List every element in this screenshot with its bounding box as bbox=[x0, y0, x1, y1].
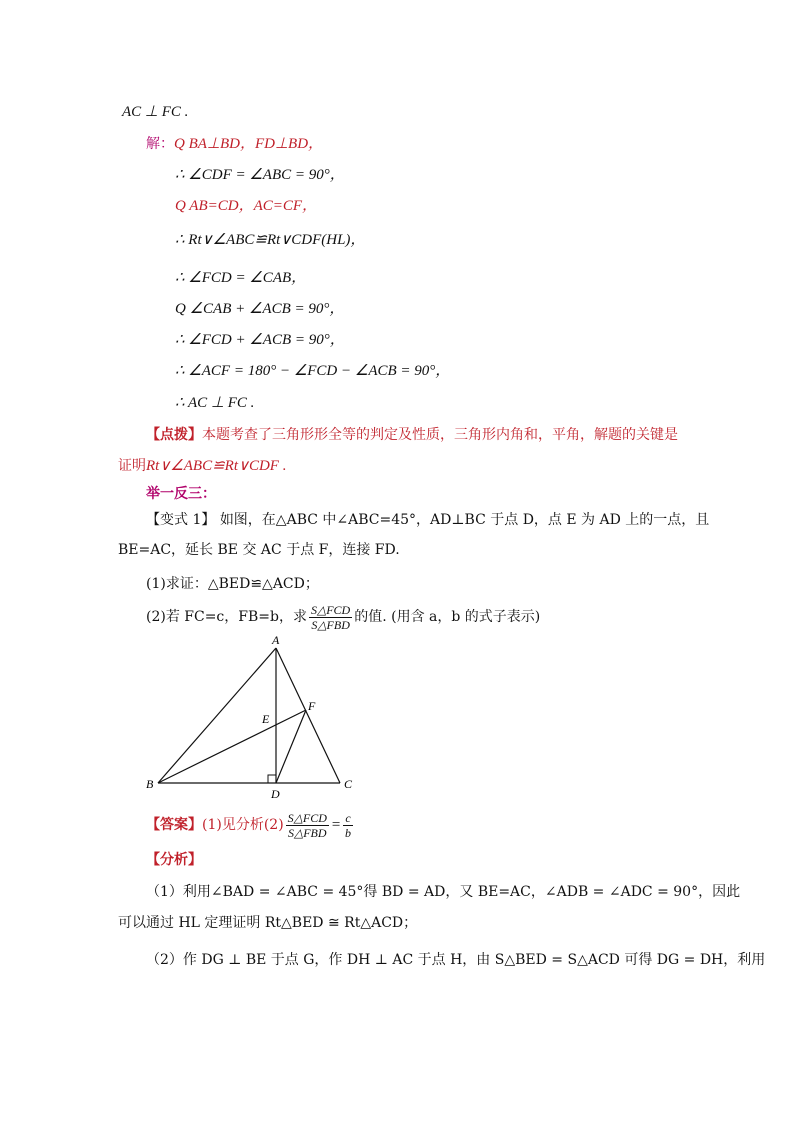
label-D: D bbox=[271, 787, 280, 801]
dianbo-expr: Rt∨∠ABC≌Rt∨CDF . bbox=[146, 458, 287, 474]
solution-line-7: Q ∠CAB + ∠ACB = 90°， bbox=[175, 301, 345, 317]
answer-frac-num: S△FCD bbox=[287, 810, 327, 825]
solution-line-1: AC ⊥ FC . bbox=[122, 104, 189, 120]
solution-line-8: ∴ ∠FCD + ∠ACB = 90°， bbox=[175, 332, 345, 348]
solution-line-10: ∴ AC ⊥ FC . bbox=[175, 395, 255, 411]
variant-q2-prefix: (2)若 FC=c，FB=b，求 bbox=[146, 609, 307, 625]
geometry-figure bbox=[130, 630, 370, 805]
analysis-p1-line2: 可以通过 HL 定理证明 Rt△BED ≅ Rt△ACD； bbox=[118, 915, 418, 931]
variant-line-2: BE=AC，延长 BE 交 AC 于点 F，连接 FD. bbox=[118, 542, 400, 558]
segment-AC bbox=[276, 648, 340, 783]
segment-AB bbox=[158, 648, 276, 783]
answer-fraction bbox=[286, 811, 329, 840]
answer-text: (1)见分析(2) bbox=[202, 817, 284, 833]
dianbo-text: 本题考查了三角形形全等的判定及性质，三角形内角和，平角，解题的关键是 bbox=[202, 427, 678, 443]
label-C: C bbox=[344, 777, 353, 791]
dianbo-line-2 bbox=[118, 456, 286, 476]
label-A: A bbox=[272, 633, 280, 647]
variant-q2-num: S△FCD bbox=[310, 602, 351, 617]
label-F: F bbox=[308, 699, 316, 713]
label-E: E bbox=[262, 712, 270, 726]
answer-frac-den: S△FBD bbox=[288, 825, 327, 840]
section-title: 举一反三： bbox=[146, 486, 216, 502]
analysis-p1-line1: （1）利用∠BAD = ∠ABC = 45°得 BD = AD，又 BE=AC，∠ADB = ∠ADC = 90°，因此 bbox=[146, 884, 741, 900]
analysis-p2-line1: （2）作 DG ⊥ BE 于点 G，作 DH ⊥ AC 于点 H，由 S△BED = S△ACD 可得 DG = DH，利用 bbox=[146, 952, 766, 968]
segment-BF bbox=[158, 710, 306, 783]
dianbo-label: 【点拨】 bbox=[146, 427, 202, 443]
answer-rhs-den: b bbox=[345, 825, 352, 840]
analysis-label: 【分析】 bbox=[146, 852, 202, 868]
variant-q1: (1)求证：△BED≌△ACD； bbox=[146, 576, 319, 592]
solution-line-2 bbox=[146, 134, 323, 154]
variant-q2-fraction bbox=[309, 603, 352, 632]
solution-line-4: Q AB=CD，AC=CF， bbox=[175, 198, 318, 214]
answer-line bbox=[146, 808, 355, 842]
solution-line-9: ∴ ∠ACF = 180° − ∠FCD − ∠ACB = 90°， bbox=[175, 363, 451, 379]
variant-label: 【变式 1】 bbox=[146, 512, 216, 528]
solution-label: 解： bbox=[146, 136, 174, 152]
solution-line-3: ∴ ∠CDF = ∠ABC = 90°， bbox=[175, 167, 345, 183]
dianbo-prefix: 证明 bbox=[118, 458, 146, 474]
solution-line-6: ∴ ∠FCD = ∠CAB， bbox=[175, 270, 307, 286]
solution-given: Q BA⊥BD，FD⊥BD， bbox=[174, 136, 324, 152]
variant-q2 bbox=[146, 600, 540, 634]
dianbo-line-1 bbox=[146, 425, 678, 445]
label-B: B bbox=[146, 777, 154, 791]
segment-FD bbox=[276, 710, 306, 783]
right-angle-mark bbox=[268, 775, 276, 783]
answer-label: 【答案】 bbox=[146, 817, 202, 833]
solution-line-5: ∴ Rt∨∠ABC≌Rt∨CDF(HL)， bbox=[175, 232, 366, 248]
answer-rhs-num: c bbox=[343, 811, 353, 826]
variant-q2-suffix: 的值. (用含 a，b 的式子表示) bbox=[354, 609, 541, 625]
answer-eq: = bbox=[330, 817, 342, 833]
variant-text-1: 如图，在△ABC 中∠ABC=45°，AD⊥BC 于点 D，点 E 为 AD 上的一点，且 bbox=[219, 512, 710, 528]
variant-line-1 bbox=[146, 510, 709, 530]
answer-rhs-fraction bbox=[343, 811, 353, 840]
variant-q2-den: S△FBD bbox=[311, 617, 350, 632]
